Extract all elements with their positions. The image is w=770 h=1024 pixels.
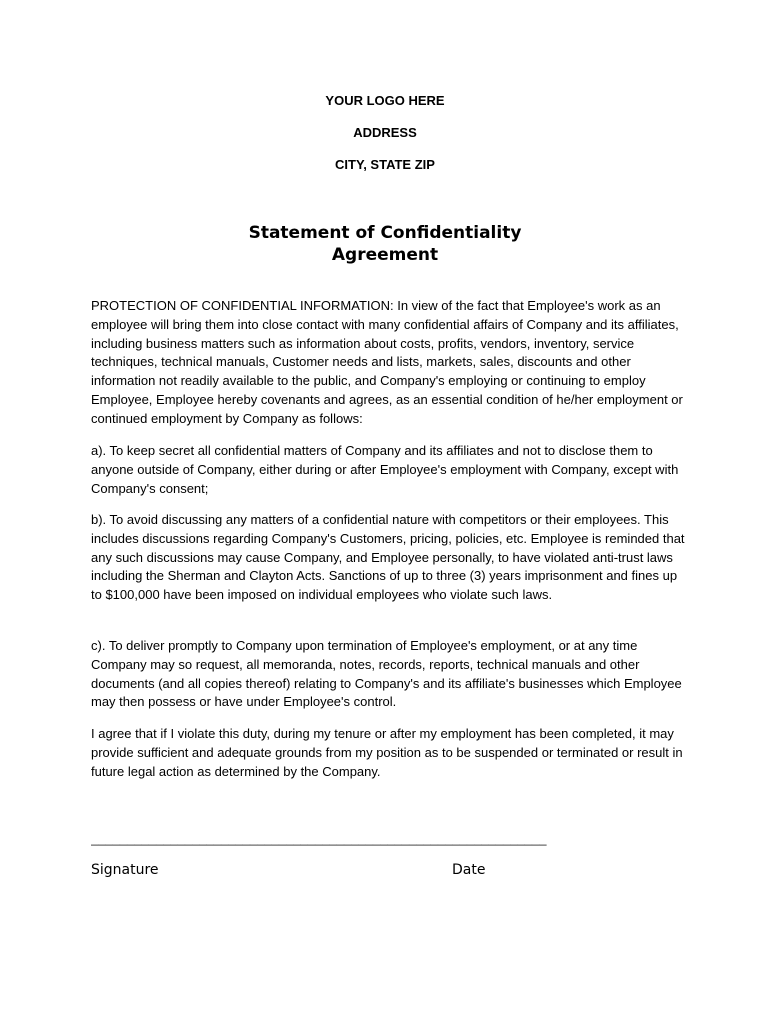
clause-b-paragraph: b). To avoid discussing any matters of a confidential nature with competitors or their employees. This includes discussions regarding Company's Customers, pricing, policies, etc. Employee is reminded that any such discussions may cause Company, and Employee personally, to have violated anti-trust laws including the Sherman and Clayton Acts. Sanctions of up to three (3) years imprisonment and fines up to $100,000 have been imposed on individual employees who violate such laws. (91, 512, 685, 603)
signature-line: _______________________________________________________________ (91, 831, 547, 846)
logo-placeholder: YOUR LOGO HERE (325, 93, 445, 108)
intro-paragraph: PROTECTION OF CONFIDENTIAL INFORMATION: In view of the fact that Employee's work as an employee will bring them into close contact with many confidential affairs of Company and its affiliates, including business matters such as information about costs, profits, vendors, inventory, service techniques, technical manuals, Customer needs and lists, markets, sales, discounts and other information not readily available to the public, and Company's employing or continuing to employ Employee, Employee hereby covenants and agrees, as an essential condition of he/her employment or continued employment by Company as follows: (91, 298, 683, 426)
address-line: ADDRESS (353, 125, 417, 140)
agreement-paragraph: I agree that if I violate this duty, during my tenure or after my employment has been completed, it may provide sufficient and adequate grounds from my position as to be suspended or terminated or result in future legal action as determined by the Company. (91, 726, 683, 779)
clause-a-paragraph: a). To keep secret all confidential matters of Company and its affiliates and not to disclose them to anyone outside of Company, either during or after Employee's employment with Company, except with Company's consent; (91, 443, 679, 496)
title-line-1: Statement of Confidentiality (248, 223, 522, 243)
signature-label: Signature (91, 862, 159, 878)
clause-c-paragraph: c). To deliver promptly to Company upon termination of Employee's employment, or at any time Company may so request, all memoranda, notes, records, reports, technical manuals and other documents (and all copies thereof) relating to Company's and its affiliate's businesses which Employee may then possess or have under Employee's control. (91, 638, 682, 710)
title-line-2: Agreement (331, 245, 439, 265)
document-title (0, 222, 770, 266)
date-label: Date (452, 862, 486, 878)
city-state-zip-line: CITY, STATE ZIP (335, 157, 435, 172)
